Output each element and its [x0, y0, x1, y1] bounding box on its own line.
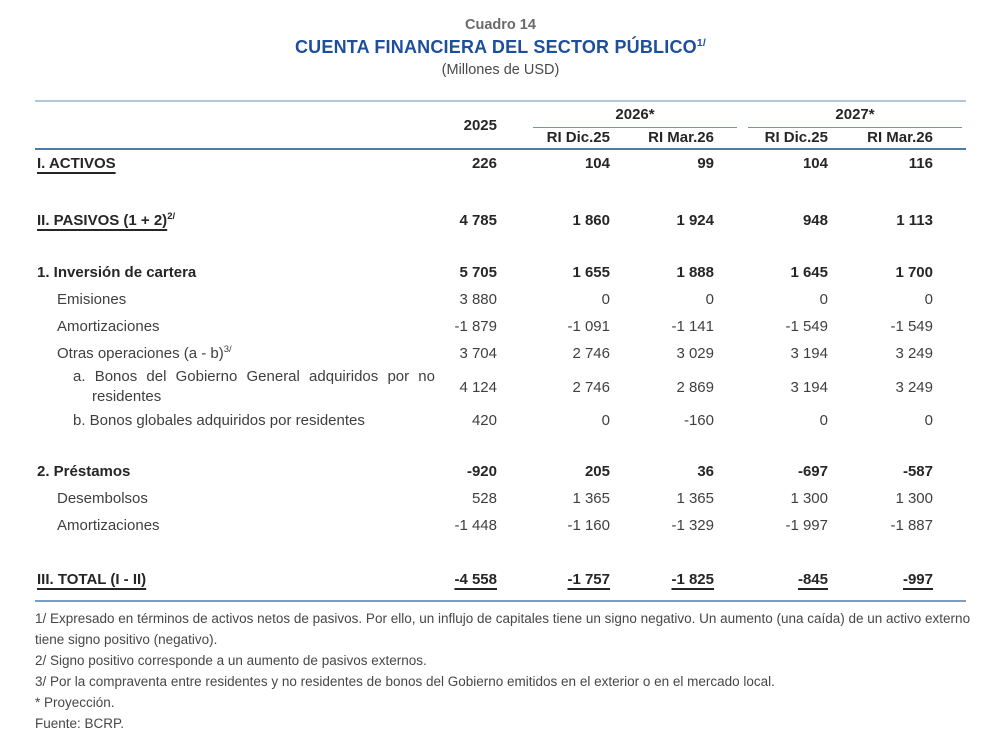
value-2026-ri-mar26: 0: [705, 291, 714, 308]
column-header-2026-ri-mar26: RI Mar.26: [648, 129, 714, 146]
group-2027-underline: [748, 127, 962, 128]
value-2027-ri-dic25: 3 194: [790, 345, 828, 362]
column-header-2027-ri-dic25: RI Dic.25: [764, 129, 828, 146]
column-header-2027-ri-mar26: RI Mar.26: [867, 129, 933, 146]
value-2026-ri-dic25: 2 746: [572, 345, 610, 362]
value-2025: 420: [471, 412, 497, 429]
table-row: [35, 407, 966, 434]
value-2025: 5 705: [459, 264, 497, 281]
value-2026-ri-mar26: -160: [683, 412, 714, 429]
row-label: Emisiones: [57, 291, 127, 308]
value-2027-ri-mar26: 3 249: [895, 345, 933, 362]
value-2026-ri-dic25: -1 160: [567, 517, 610, 534]
group-2026-underline: [533, 127, 737, 128]
table-number: Cuadro 14: [465, 17, 536, 33]
value-2026-ri-mar26: 99: [697, 155, 714, 172]
value-2026-ri-mar26: 1 888: [676, 264, 714, 281]
value-2026-ri-mar26: 1 924: [676, 212, 714, 229]
footnote-ref: 2/: [167, 211, 176, 222]
row-label: I. ACTIVOS: [37, 155, 116, 172]
footnote-3: 3/ Por la compraventa entre residentes y no residentes de bonos del Gobierno emitidos en el exterior o en el mercado local.: [35, 674, 775, 689]
value-2026-ri-dic25: 0: [601, 412, 610, 429]
footnote-2: 2/ Signo positivo corresponde a un aumento de pasivos externos.: [35, 653, 427, 668]
value-2025: -1 879: [454, 318, 497, 335]
column-group-2027: 2027*: [835, 106, 875, 123]
value-2027-ri-dic25: -1 997: [785, 517, 828, 534]
value-2027-ri-dic25: -1 549: [785, 318, 828, 335]
value-2026-ri-mar26: 3 029: [676, 345, 714, 362]
table-title: [0, 35, 1001, 60]
value-2027-ri-mar26: 1 113: [896, 212, 933, 229]
value-2027-ri-mar26: 0: [924, 412, 933, 429]
table-row: [35, 150, 966, 177]
value-2027-ri-mar26: -587: [902, 463, 933, 480]
row-label: Amortizaciones: [57, 517, 160, 534]
value-2025: -1 448: [454, 517, 497, 534]
value-2026-ri-dic25: 2 746: [572, 378, 610, 396]
title-block: [0, 0, 1001, 80]
table-row: [35, 313, 966, 340]
column-group-2026: 2026*: [615, 106, 655, 123]
value-2026-ri-dic25: 1 655: [572, 264, 610, 281]
value-2027-ri-dic25: 0: [819, 291, 828, 308]
value-2025: 528: [471, 490, 497, 507]
row-label: a. Bonos del Gobierno General adquiridos por no residentes: [73, 368, 435, 405]
value-2025: 4 785: [459, 212, 497, 229]
table-row: [35, 286, 966, 313]
row-label: b. Bonos globales adquiridos por residentes: [73, 411, 365, 429]
table-row: [35, 340, 966, 367]
value-2026-ri-dic25: 1 860: [572, 212, 610, 229]
footnote-1: 1/ Expresado en términos de activos netos de pasivos. Por ello, un influjo de capitales tiene un signo negativo. Un aumento (una caída) de un activo externo tiene signo positivo (negativo).: [35, 611, 971, 647]
row-label: II. PASIVOS $(1 + 2)^{2/}$: [37, 211, 176, 229]
row-label: III. TOTAL (I - II): [37, 571, 147, 588]
value-2025: 226: [471, 155, 497, 172]
value-2027-ri-mar26: -997: [902, 571, 933, 588]
table-title-text: CUENTA FINANCIERA DEL SECTOR PÚBLICO: [294, 37, 697, 57]
value-2027-ri-mar26: 1 700: [895, 264, 933, 281]
financial-table: [35, 100, 966, 602]
value-2026-ri-dic25: 0: [601, 291, 610, 308]
column-header-2026-ri-dic25: RI Dic.25: [546, 129, 610, 146]
value-2026-ri-mar26: 1 365: [676, 490, 714, 507]
value-2026-ri-dic25: 1 365: [572, 490, 610, 507]
value-2025: 3 880: [459, 291, 497, 308]
value-2026-ri-mar26: 36: [697, 463, 714, 480]
value-2026-ri-mar26: -1 141: [671, 318, 714, 335]
value-2027-ri-mar26: 3 249: [895, 378, 933, 396]
value-2025: -920: [466, 463, 497, 480]
table-row: [35, 566, 966, 593]
value-2027-ri-mar26: -1 549: [890, 318, 933, 335]
value-2027-ri-mar26: -1 887: [890, 517, 933, 534]
table-subtitle: (Millones de USD): [441, 62, 560, 78]
value-2025: 3 704: [459, 345, 497, 362]
value-2027-ri-mar26: 0: [924, 291, 933, 308]
value-2026-ri-mar26: -1 825: [671, 571, 714, 588]
row-label: 2. Préstamos: [37, 463, 131, 480]
row-label: 1. Inversión de cartera: [37, 264, 197, 281]
table-row: [35, 512, 966, 539]
value-2026-ri-mar26: 2 869: [676, 378, 714, 396]
value-2027-ri-mar26: 116: [908, 155, 933, 172]
table-rows: [35, 150, 966, 602]
footnote-projection: * Proyección.: [35, 695, 115, 710]
footnotes: [35, 608, 987, 734]
value-2027-ri-dic25: -845: [797, 571, 828, 588]
value-2025: 4 124: [459, 378, 497, 396]
value-2025: -4 558: [454, 571, 497, 588]
table-row: [35, 458, 966, 485]
value-2027-ri-dic25: 1 300: [790, 490, 828, 507]
value-2027-ri-mar26: 1 300: [895, 490, 933, 507]
table-row: [35, 367, 966, 407]
table-row: [35, 485, 966, 512]
footnote-ref: 3/: [223, 344, 232, 355]
table-row: [35, 207, 966, 234]
row-label: Amortizaciones: [57, 318, 160, 335]
footnote-source: Fuente: BCRP.: [35, 716, 125, 731]
row-label: Otras operaciones (a - b)$^{3/}$: [57, 344, 232, 362]
row-label: Desembolsos: [57, 490, 148, 507]
value-2026-ri-dic25: -1 757: [567, 571, 610, 588]
value-2027-ri-dic25: 0: [819, 412, 828, 429]
table-header: [35, 100, 966, 150]
value-2027-ri-dic25: 1 645: [790, 264, 828, 281]
value-2026-ri-mar26: -1 329: [671, 517, 714, 534]
column-header-2025: 2025: [463, 116, 497, 134]
value-2027-ri-dic25: 948: [802, 212, 828, 229]
value-2026-ri-dic25: 104: [584, 155, 610, 172]
value-2027-ri-dic25: 104: [802, 155, 828, 172]
table-row: [35, 259, 966, 286]
value-2026-ri-dic25: 205: [584, 463, 610, 480]
table-title-footnote-ref: 1/: [696, 37, 707, 49]
value-2027-ri-dic25: 3 194: [790, 378, 828, 396]
value-2026-ri-dic25: -1 091: [567, 318, 610, 335]
value-2027-ri-dic25: -697: [797, 463, 828, 480]
